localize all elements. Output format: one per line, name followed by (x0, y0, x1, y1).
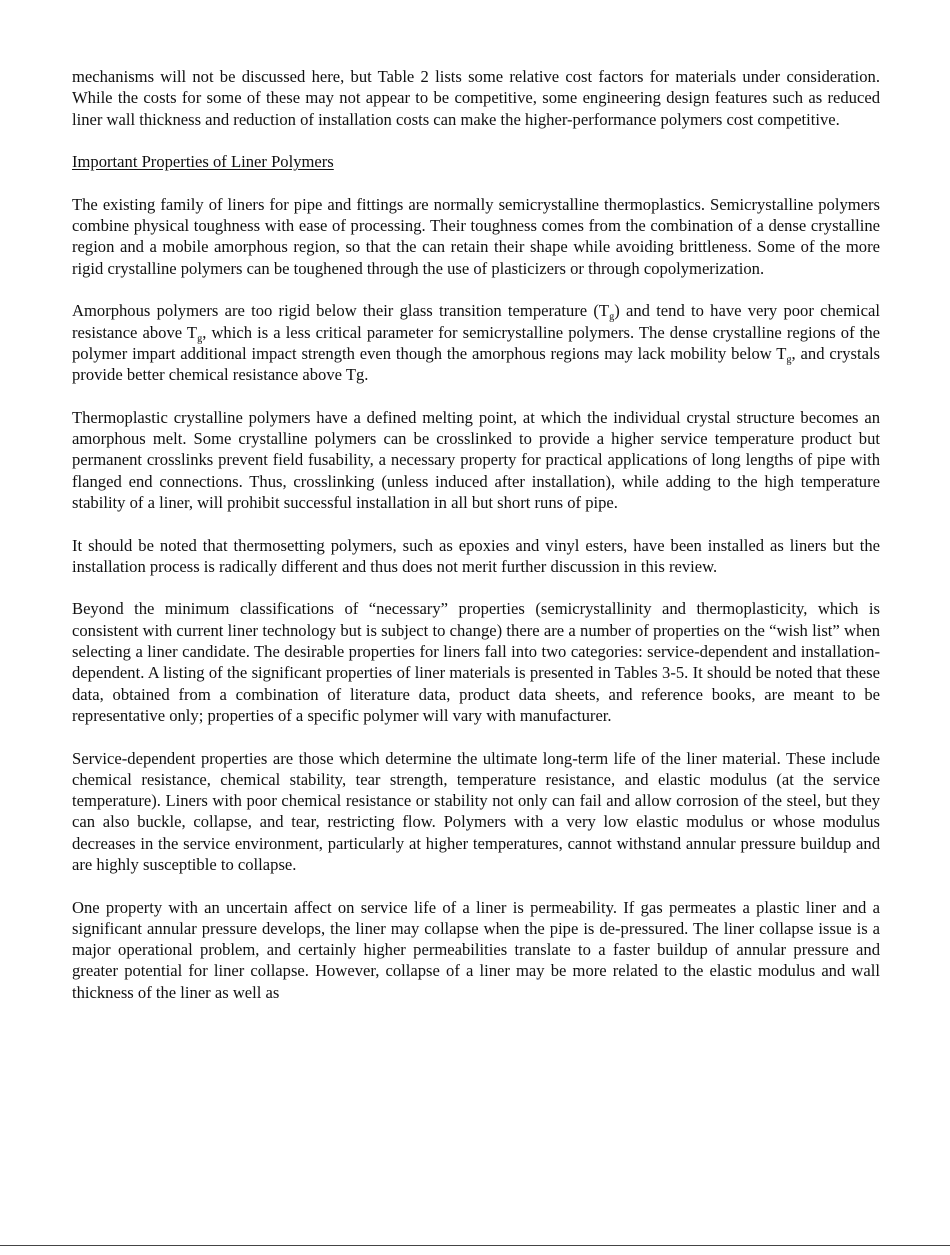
paragraph-permeability: One property with an uncertain affect on service life of a liner is permeability. If gas permeates a plastic liner and a significant annular pressure develops, the liner may collapse when the pipe is de-pressured. The liner collapse issue is a major operational problem, and certainly higher permeabilities translate to a faster buildup of annular pressure and greater potential for liner collapse. However, collapse of a liner may be more related to the elastic modulus and wall thickness of the liner as well as (72, 897, 880, 1002)
paragraph-beyond-minimum: Beyond the minimum classifications of “necessary” properties (semicrystallinity and thermoplasticity, which is consistent with current liner technology but is subject to change) there are a number of properties on the “wish list” when selecting a liner candidate. The desirable properties for liners fall into two categories: service-dependent and installation-dependent. A listing of the significant properties of liner materials is presented in Tables 3-5. It should be noted that these data, obtained from a combination of literature data, product data sheets, and reference books, are meant to be representative only; properties of a specific polymer will vary with manufacturer. (72, 599, 880, 725)
subscript-g: g (609, 311, 615, 323)
paragraph-existing-liners: The existing family of liners for pipe and fittings are normally semicrystalline thermoplastics. Semicrystalline polymers combine physical toughness with ease of processing. Their toughness comes from the combination of a dense crystalline region and a mobile amorphous region, so that the can retain their shape while avoiding brittleness. Some of the more rigid crystalline polymers can be toughened through the use of plasticizers or through copolymerization. (72, 194, 880, 278)
document-page (72, 66, 880, 1024)
paragraph-intro: mechanisms will not be discussed here, but Table 2 lists some relative cost factors for materials under consideration. While the costs for some of these may not appear to be competitive, some engineering design features such as reduced liner wall thickness and reduction of installation costs can make the higher-performance polymers cost competitive. (72, 67, 880, 129)
page-bottom-rule (0, 1245, 950, 1246)
paragraph-service-dependent: Service-dependent properties are those which determine the ultimate long-term life of the liner material. These include chemical resistance, chemical stability, tear strength, temperature resistance, and elastic modulus (at the service temperature). Liners with poor chemical resistance or stability not only can fail and allow corrosion of the steel, but they can also buckle, collapse, and tear, restricting flow. Polymers with a very low elastic modulus or whose modulus decreases in the service environment, particularly at higher temperatures, cannot withstand annular pressure buildup and are highly susceptible to collapse. (72, 748, 880, 874)
amorphous-text-2: ) and tend to have very poor chemical resistance above T (72, 301, 880, 342)
paragraph-amorphous-polymers (72, 300, 880, 385)
paragraph-thermoplastic-crystalline: Thermoplastic crystalline polymers have a defined melting point, at which the individual crystal structure becomes an amorphous melt. Some crystalline polymers can be crosslinked to provide a higher service temperature product but permanent crosslinks prevent field fusability, a necessary property for practical applications of long lengths of pipe with flanged end connections. Thus, crosslinking (unless induced after installation), while adding to the high temperature stability of a liner, will prohibit successful installation in all but short runs of pipe. (72, 407, 880, 512)
subscript-g: g (786, 354, 792, 366)
amorphous-text-3: , which is a less critical parameter for semicrystalline polymers. The dense crystalline regions of the polymer impart additional impact strength even though the amorphous regions may lack mobility below T (72, 322, 880, 363)
subscript-g: g (197, 333, 203, 345)
section-heading: Important Properties of Liner Polymers (72, 152, 334, 172)
amorphous-text-1: Amorphous polymers are too rigid below their glass transition temperature (T (72, 301, 610, 321)
paragraph-thermosetting: It should be noted that thermosetting polymers, such as epoxies and vinyl esters, have been installed as liners but the installation process is radically different and thus does not merit further discussion in this review. (72, 535, 880, 576)
amorphous-text-4: , and crystals provide better chemical resistance above Tg. (72, 343, 881, 385)
